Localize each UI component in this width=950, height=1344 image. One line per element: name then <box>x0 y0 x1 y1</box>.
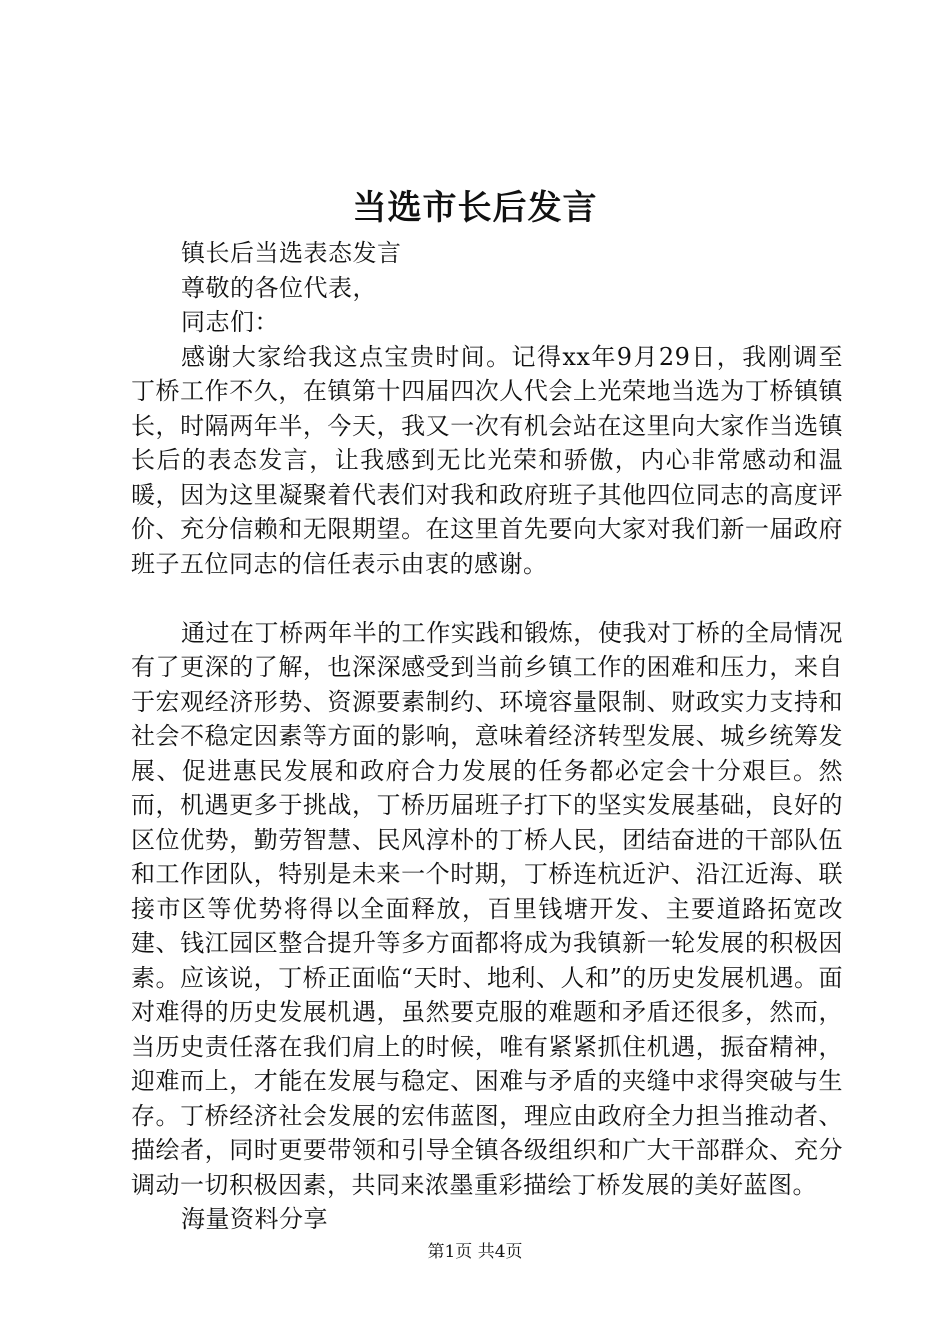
salutation-line: 尊敬的各位代表， <box>181 273 377 302</box>
document-title: 当选市长后发言 <box>352 188 598 228</box>
paragraph-spacer <box>131 581 843 616</box>
page-footer: 第1页 共4页 <box>427 1242 523 1262</box>
salutation-line: 同志们： <box>181 308 279 336</box>
subtitle-line: 镇长后当选表态发言 <box>181 239 402 267</box>
closing-line: 海量资料分享 <box>181 1205 328 1233</box>
document-body <box>131 236 843 1237</box>
paragraph: 通过在丁桥两年半的工作实践和锻炼，使我对丁桥的全局情况有了更深的了解，也深深感受到当前乡镇工作的困难和压力，来自于宏观经济形势、资源要素制约、环境容量限制、财政实力支持和社会不稳定因素等方面的影响，意味着经济转型发展、城乡统筹发展、促进惠民发展和政府合力发展的任务都必定会十分艰巨。然而，机遇更多于挑战，丁桥历届班子打下的坚实发展基础，良好的区位优势，勤劳智慧、民风淳朴的丁桥人民，团结奋进的干部队伍和工作团队，特别是未来一个时期，丁桥连杭近沪、沿江近海、联接市区等优势将得以全面释放，百里钱塘开发、主要道路拓宽改建、钱江园区整合提升等多方面都将成为我镇新一轮发展的积极因素。应该说，丁桥正面临“天时、地利、人和”的历史发展机遇。面对难得的历史发展机遇，虽然要克服的难题和矛盾还很多，然而，当历史责任落在我们肩上的时候，唯有紧紧抓住机遇，振奋精神，迎难而上，才能在发展与稳定、困难与矛盾的夹缝中求得突破与生存。丁桥经济社会发展的宏伟蓝图，理应由政府全力担当推动者、描绘者，同时更要带领和引导全镇各级组织和广大干部群众、充分调动一切积极因素，共同来浓墨重彩描绘丁桥发展的美好蓝图。 <box>131 618 843 1199</box>
paragraph: 感谢大家给我这点宝贵时间。记得xx年9月29日，我刚调至丁桥工作不久，在镇第十四届四次人代会上光荣地当选为丁桥镇镇长，时隔两年半，今天，我又一次有机会站在这里向大家作当选镇长后的表态发言，让我感到无比光荣和骄傲，内心非常感动和温暖，因为这里凝聚着代表们对我和政府班子其他四位同志的高度评价、充分信赖和无限期望。在这里首先要向大家对我们新一届政府班子五位同志的信任表示由衷的感谢。 <box>131 342 843 578</box>
